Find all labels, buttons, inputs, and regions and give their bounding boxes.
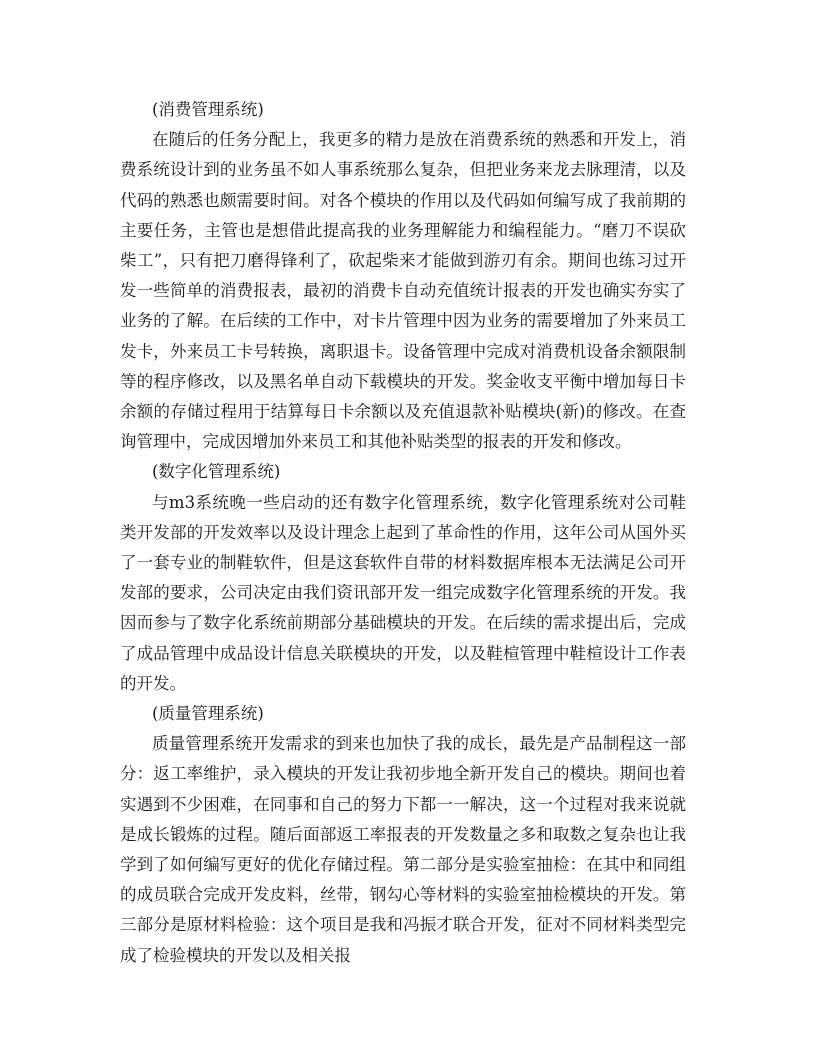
section-body-consumption: 在随后的任务分配上，我更多的精力是放在消费系统的熟悉和开发上，消费系统设计到的业务虽不如人事系统那么复杂，但把业务来龙去脉理清，以及代码的熟悉也颇需要时间。对各个模块的作用以及代码如何编写成了我前期的主要任务，主管也是想借此提高我的业务理解能力和编程能力。“磨刀不误砍柴工”，只有把刀磨得锋利了，砍起柴来才能做到游刃有余。期间也练习过开发一些简单的消费报表，最初的消费卡自动充值统计报表的开发也确实夯实了业务的了解。在后续的工作中，对卡片管理中因为业务的需要增加了外来员工发卡，外来员工卡号转换，离职退卡。设备管理中完成对消费机设备余额限制等的程序修改，以及黑名单自动下载模块的开发。奖金收支平衡中增加每日卡余额的存储过程用于结算每日卡余额以及充值退款补贴模块(新)的修改。在查询管理中，完成因增加外来员工和其他补贴类型的报表的开发和修改。 — [120, 130, 686, 452]
section-body-quality: 质量管理系统开发需求的到来也加快了我的成长，最先是产品制程这一部分：返工率维护，录入模块的开发让我初步地全新开发自己的模块。期间也着实遇到不少困难，在同事和自己的努力下都一一解决，这一个过程对我来说就是成长锻炼的过程。随后面部返工率报表的开发数量之多和取数之复杂也让我学到了如何编写更好的优化存储过程。第二部分是实验室抽检：在其中和同组的成员联合完成开发皮料，丝带，钢勾心等材料的实验室抽检模块的开发。第三部分是原材料检验：这个项目是我和冯振才联合开发，征对不同材料类型完成了检验模块的开发以及相关报 — [120, 734, 686, 965]
section-body-digital: 与m3系统晚一些启动的还有数字化管理系统，数字化管理系统对公司鞋类开发部的开发效率以及设计理念上起到了革命性的作用，这年公司从国外买了一套专业的制鞋软件，但是这套软件自带的材料数据库根本无法满足公司开发部的要求，公司决定由我们资讯部开发一组完成数字化管理系统的开发。我因而参与了数字化系统前期部分基础模块的开发。在后续的需求提出后，完成了成品管理中成品设计信息关联模块的开发，以及鞋楦管理中鞋楦设计工作表的开发。 — [120, 492, 686, 693]
section-heading-digital: (数字化管理系统) — [152, 462, 281, 482]
document-page — [120, 95, 686, 971]
section-heading-quality: (质量管理系统) — [152, 704, 264, 724]
section-heading-consumption: (消费管理系统) — [152, 100, 264, 119]
